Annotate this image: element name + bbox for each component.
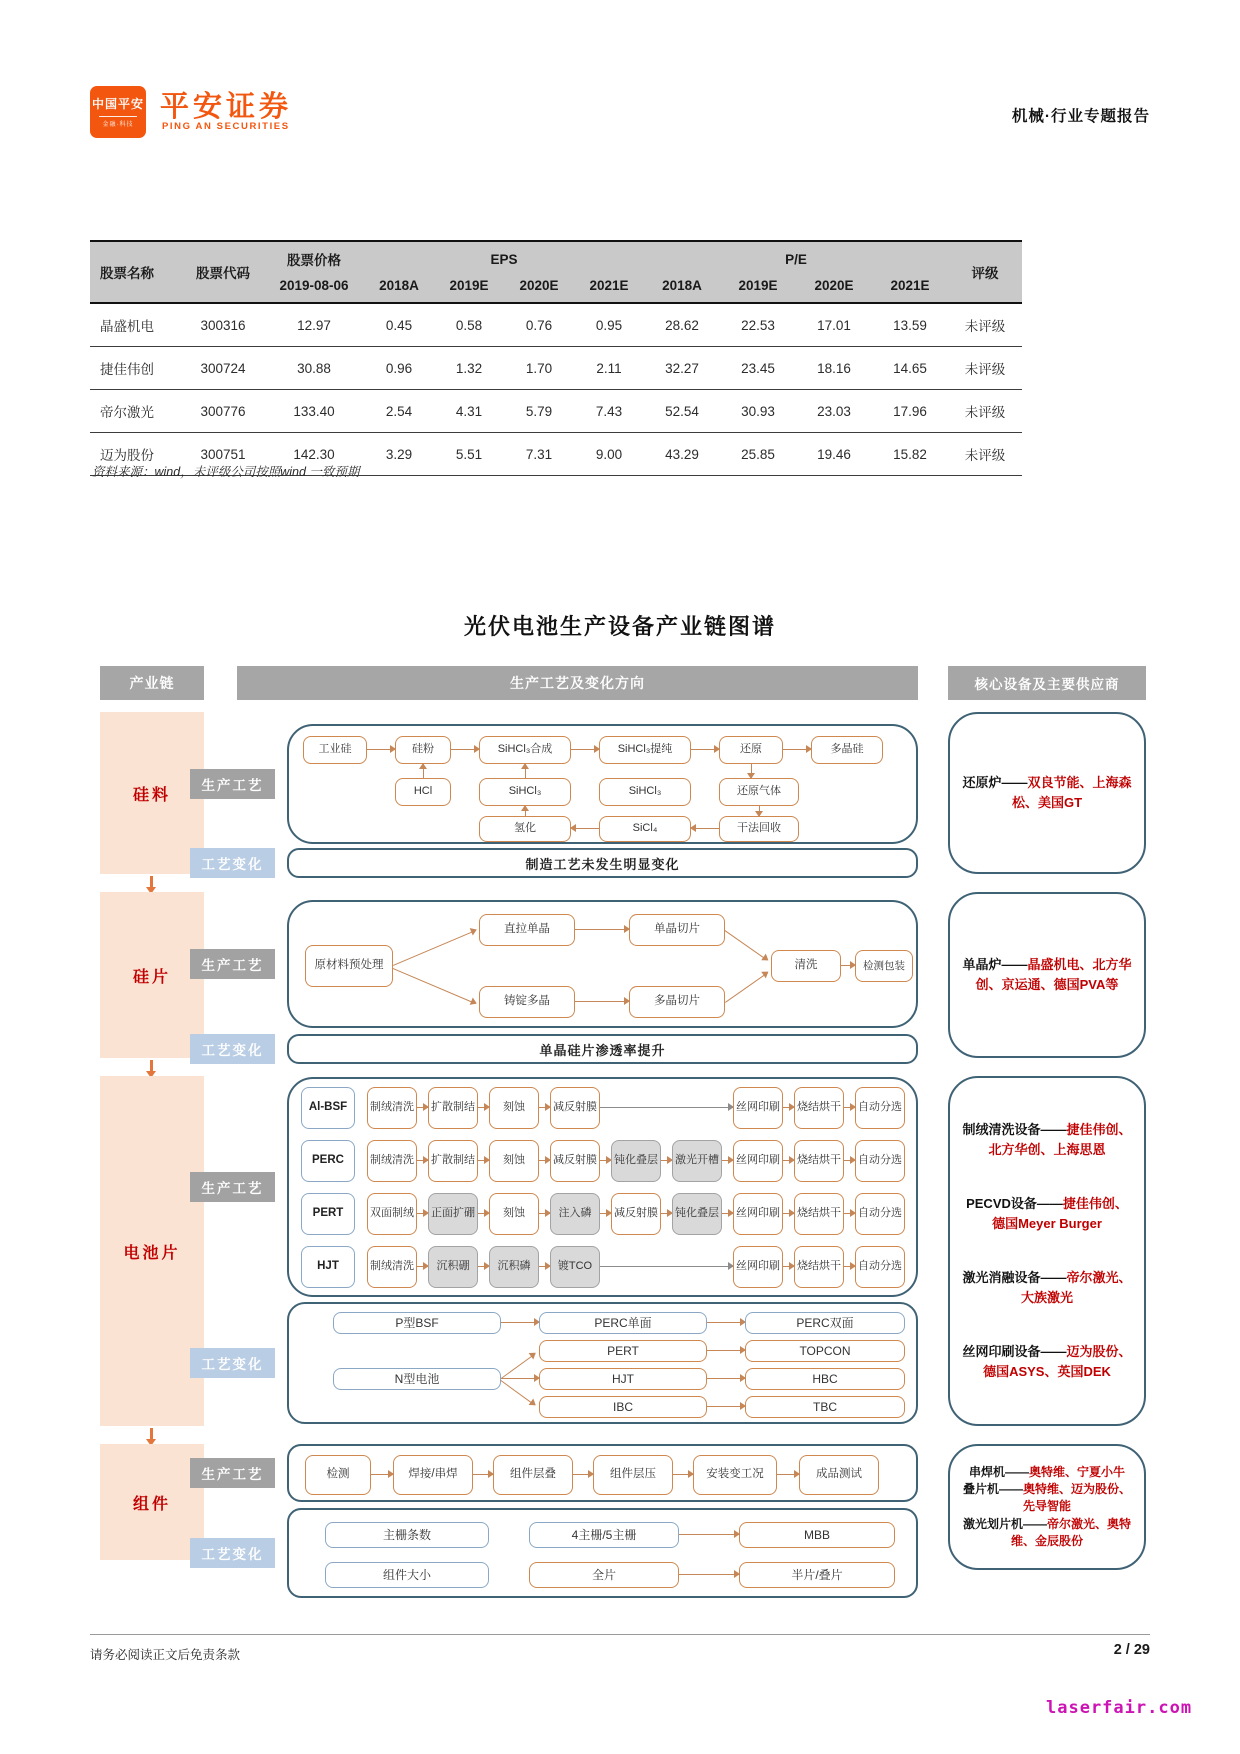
arrow-right-icon [679,1574,739,1575]
arrow-right-icon [451,749,479,750]
process-step: 丝网印刷 [733,1193,783,1235]
report-type: 机械·行业专题报告 [1011,108,1150,125]
process-step: 铸锭多晶 [479,986,575,1018]
equip-vendors: 帝尔激光、大族激光 [1020,1269,1132,1305]
page-number: 2 / 29 [1113,1642,1150,1658]
equip-panel-module [948,1444,1146,1570]
module-change-flow [287,1508,918,1598]
arrow-right-icon [600,1107,733,1108]
pe-value: 52.54 [644,390,720,433]
arrow-right-icon [600,1160,611,1161]
pe-value: 14.65 [872,347,948,390]
pe-value: 28.62 [644,303,720,347]
arrow-right-icon [777,1474,799,1475]
process-step: 自动分选 [855,1087,905,1129]
arrow-right-icon [707,1322,745,1323]
branch-arrow-icon [393,968,476,1004]
arrow-right-icon [501,1378,539,1379]
arrow-right-icon [371,1474,393,1475]
brand-name-en: PING AN SECURITIES [162,121,290,132]
process-step: 自动分选 [855,1193,905,1235]
pingan-logo [90,86,146,138]
tech-node: 主栅条数 [325,1522,489,1548]
process-step: 丝网印刷 [733,1246,783,1288]
process-step: 多晶切片 [629,986,725,1018]
watermark: laserfair.com [1046,1698,1193,1718]
process-step: 沉积磷 [489,1246,539,1288]
chain-wafer: 硅片 [100,892,204,1058]
eps-value: 7.43 [574,390,644,433]
process-step: 制绒清洗 [367,1087,417,1129]
process-step: 烧结烘干 [794,1140,844,1182]
col-header: 2019-08-06 [264,276,364,303]
equip-name: 还原炉—— [962,774,1028,790]
arrow-right-icon [661,1213,672,1214]
process-step: SiHCl₃提纯 [599,736,691,764]
equip-name: 制绒清洗设备—— [962,1121,1067,1137]
process-step: 自动分选 [855,1246,905,1288]
stock-name: 帝尔激光 [90,390,182,433]
arrow-right-icon [417,1160,428,1161]
silicon-process-flow [287,724,918,844]
arrow-right-icon [417,1266,428,1267]
tech-node: TBC [745,1396,905,1418]
stock-price: 142.30 [264,433,364,476]
arrow-left-icon [691,828,719,829]
equip-name: 单晶炉—— [962,956,1028,972]
merge-arrow-icon [725,972,768,1003]
process-step: 多晶硅 [811,736,883,764]
process-step: SiHCl₃合成 [479,736,571,764]
equip-vendors: 晶盛机电、北方华创、京运通、德国PVA等 [975,956,1132,992]
arrow-down-icon [150,876,153,888]
rating: 未评级 [948,303,1022,347]
equip-entry [962,1268,1132,1308]
stock-code: 300316 [182,303,264,347]
process-step: 制绒清洗 [367,1246,417,1288]
pe-value: 17.01 [796,303,872,347]
equip-entry [958,1516,1136,1551]
arrow-right-icon [575,929,629,930]
process-step: 干法回收 [719,816,799,842]
process-step: 扩散制结 [428,1087,478,1129]
arrow-right-icon [575,1001,629,1002]
process-step: SiHCl₃ [479,778,571,806]
equip-name: PECVD设备—— [966,1195,1063,1211]
equip-vendors: 捷佳伟创、德国Meyer Burger [992,1195,1128,1231]
process-step: 烧结烘干 [794,1193,844,1235]
arrow-right-icon [722,1213,733,1214]
process-step: 沉积硼 [428,1246,478,1288]
tech-node: P型BSF [333,1312,501,1334]
arrow-right-icon [478,1266,489,1267]
process-step: 工业硅 [303,736,367,764]
table-row [90,303,1022,347]
process-step: SiHCl₃ [599,778,691,806]
process-step: 激光开槽 [672,1140,722,1182]
col-header: 股票价格 [264,241,364,276]
rating: 未评级 [948,390,1022,433]
arrow-right-icon [501,1322,539,1323]
tech-node: TOPCON [745,1340,905,1362]
pe-value: 19.46 [796,433,872,476]
arrow-right-icon [417,1213,428,1214]
logo-subtext: 金融·科技 [102,122,134,128]
process-step: 还原 [719,736,783,764]
equip-name: 激光划片机—— [962,1516,1047,1531]
equip-entry [958,1481,1136,1516]
tech-node: HJT [539,1368,707,1390]
process-step: 制绒清洗 [367,1140,417,1182]
pe-value: 18.16 [796,347,872,390]
industry-chain-diagram [0,660,1240,1620]
equip-entry [962,1194,1132,1234]
equip-entry [962,1120,1132,1160]
equip-entry [962,955,1132,995]
process-step: 扩散制结 [428,1140,478,1182]
col-header: 2018A [644,276,720,303]
arrow-right-icon [571,749,599,750]
process-step: 减反射膜 [550,1140,600,1182]
footer-disclaimer: 请务必阅读正文后免责条款 [90,1648,241,1662]
process-step: 丝网印刷 [733,1087,783,1129]
branch-arrow-icon [500,1380,535,1405]
arrow-right-icon [673,1474,693,1475]
process-step: 焊接/串焊 [393,1455,473,1495]
arrow-right-icon [478,1160,489,1161]
footer-divider [90,1634,1150,1635]
process-step: 减反射膜 [611,1193,661,1235]
tech-node: PERC单面 [539,1312,707,1334]
process-step: 组件层叠 [493,1455,573,1495]
process-step: 镀TCO [550,1246,600,1288]
arrow-right-icon [707,1378,745,1379]
rating: 未评级 [948,347,1022,390]
col-header: 股票代码 [182,241,264,303]
arrow-right-icon [573,1474,593,1475]
eps-value: 2.11 [574,347,644,390]
silicon-change-note: 制造工艺未发生明显变化 [287,848,918,878]
process-step: 丝网印刷 [733,1140,783,1182]
pe-value: 25.85 [720,433,796,476]
table-row [90,390,1022,433]
arrow-up-icon [525,806,526,816]
process-step: 清洗 [771,950,841,982]
arrow-right-icon [417,1107,428,1108]
col-header: 2019E [720,276,796,303]
process-step: 还原气体 [719,778,799,806]
arrow-right-icon [661,1160,672,1161]
process-step: 刻蚀 [489,1193,539,1235]
eps-value: 0.45 [364,303,434,347]
arrow-down-icon [150,1428,153,1440]
process-step: 刻蚀 [489,1140,539,1182]
tech-node: HBC [745,1368,905,1390]
arrow-down-icon [150,1060,153,1072]
stock-table [90,240,1022,476]
equip-panel-silicon [948,712,1146,874]
equip-name: 丝网印刷设备—— [962,1343,1067,1359]
equip-entry [969,1464,1125,1481]
diagram-col-header-equip: 核心设备及主要供应商 [948,666,1146,700]
tech-node: PERC双面 [745,1312,905,1334]
arrow-right-icon [722,1160,733,1161]
label-process: 生产工艺 [190,1172,275,1202]
process-step: 检测包装 [855,950,913,982]
arrow-up-icon [423,764,424,778]
equip-vendors: 奥特维、宁夏小牛 [1029,1464,1126,1479]
cell-process-flow [287,1077,918,1297]
stock-price: 133.40 [264,390,364,433]
eps-value: 0.76 [504,303,574,347]
eps-value: 9.00 [574,433,644,476]
arrow-right-icon [844,1213,855,1214]
brand-name: 平安证券 [160,91,293,123]
eps-value: 0.58 [434,303,504,347]
process-step: 注入磷 [550,1193,600,1235]
wafer-process-flow [287,900,918,1028]
diagram-col-header-chain: 产业链 [100,666,204,700]
cell-route-label: HJT [301,1246,355,1288]
eps-value: 4.31 [434,390,504,433]
stock-name: 迈为股份 [90,433,182,476]
branch-arrow-icon [393,930,476,966]
arrow-right-icon [679,1534,739,1535]
stock-code: 300776 [182,390,264,433]
process-step: 减反射膜 [550,1087,600,1129]
arrow-right-icon [600,1266,733,1267]
col-header: 2020E [796,276,872,303]
logo-text: 中国平安 [91,97,144,111]
equip-entry [962,1342,1132,1382]
label-process: 生产工艺 [190,1458,275,1488]
process-step: 硅粉 [395,736,451,764]
equip-vendors: 捷佳伟创、北方华创、上海思恩 [988,1121,1132,1157]
col-header: 2019E [434,276,504,303]
logo-divider [99,116,137,117]
equip-vendors: 迈为股份、德国ASYS、英国DEK [983,1343,1132,1380]
tech-node: 组件大小 [325,1562,489,1588]
process-step: HCl [395,778,451,806]
cell-route-label: Al-BSF [301,1087,355,1129]
label-change: 工艺变化 [190,1538,275,1568]
table-header-row [90,241,1022,276]
tech-node: MBB [739,1522,895,1548]
pe-value: 17.96 [872,390,948,433]
process-step: 钝化叠层 [611,1140,661,1182]
stock-code: 300751 [182,433,264,476]
eps-value: 5.79 [504,390,574,433]
process-step: 组件层压 [593,1455,673,1495]
arrow-right-icon [783,1107,794,1108]
pe-value: 13.59 [872,303,948,347]
pe-value: 43.29 [644,433,720,476]
col-header: 2020E [504,276,574,303]
pe-value: 30.93 [720,390,796,433]
equip-panel-cell [948,1076,1146,1426]
col-header: 2018A [364,276,434,303]
col-header: EPS [364,241,644,276]
arrow-right-icon [707,1406,745,1407]
pe-value: 32.27 [644,347,720,390]
tech-node: 半片/叠片 [739,1562,895,1588]
tech-node: IBC [539,1396,707,1418]
arrow-right-icon [691,749,719,750]
arrow-right-icon [707,1350,745,1351]
equip-entry [962,773,1132,813]
tech-node: N型电池 [333,1368,501,1390]
arrow-right-icon [539,1213,550,1214]
arrow-right-icon [473,1474,493,1475]
cell-change-flow [287,1302,918,1424]
eps-value: 0.96 [364,347,434,390]
eps-value: 3.29 [364,433,434,476]
arrow-left-icon [571,828,599,829]
chain-silicon: 硅料 [100,712,204,874]
col-header: P/E [644,241,948,276]
arrow-right-icon [367,749,395,750]
source-note: 资料来源：wind，未评级公司按照wind 一致预期 [92,465,360,479]
label-change: 工艺变化 [190,1034,275,1064]
arrow-right-icon [844,1160,855,1161]
wafer-change-note: 单晶硅片渗透率提升 [287,1034,918,1064]
equip-vendors: 奥特维、迈为股份、先导智能 [1022,1481,1132,1514]
label-process: 生产工艺 [190,949,275,979]
arrow-up-icon [525,764,526,778]
pe-value: 23.03 [796,390,872,433]
tech-node: PERT [539,1340,707,1362]
equip-panel-wafer [948,892,1146,1058]
arrow-right-icon [478,1213,489,1214]
tech-node: 4主栅/5主栅 [529,1522,679,1548]
chain-module: 组件 [100,1444,204,1560]
arrow-right-icon [783,1213,794,1214]
arrow-right-icon [539,1160,550,1161]
label-change: 工艺变化 [190,848,275,878]
arrow-right-icon [783,749,811,750]
process-step: 安装变工况 [693,1455,777,1495]
eps-value: 2.54 [364,390,434,433]
equip-vendors: 双良节能、上海森松、美国GT [1011,774,1132,810]
merge-arrow-icon [724,930,767,961]
eps-value: 5.51 [434,433,504,476]
rating: 未评级 [948,433,1022,476]
arrow-right-icon [478,1107,489,1108]
eps-value: 7.31 [504,433,574,476]
col-header: 2021E [574,276,644,303]
equip-vendors: 帝尔激光、奥特维、金辰股份 [1010,1516,1132,1549]
process-step: 成品测试 [799,1455,879,1495]
eps-value: 1.32 [434,347,504,390]
stock-name: 晶盛机电 [90,303,182,347]
stock-code: 300724 [182,347,264,390]
equip-name: 叠片机—— [962,1481,1023,1496]
diagram-col-header-process: 生产工艺及变化方向 [237,666,918,700]
pe-value: 22.53 [720,303,796,347]
cell-route-label: PERC [301,1140,355,1182]
arrow-right-icon [783,1160,794,1161]
pe-value: 23.45 [720,347,796,390]
process-step: 双面制绒 [367,1193,417,1235]
process-step: 氢化 [479,816,571,842]
arrow-right-icon [539,1266,550,1267]
equip-name: 激光消融设备—— [962,1269,1067,1285]
label-change: 工艺变化 [190,1348,275,1378]
process-step: 直拉单晶 [479,914,575,946]
col-header: 股票名称 [90,241,182,303]
module-process-flow [287,1444,918,1502]
arrow-right-icon [783,1266,794,1267]
arrow-right-icon [600,1213,611,1214]
cell-route-label: PERT [301,1193,355,1235]
process-step: 烧结烘干 [794,1246,844,1288]
arrow-right-icon [539,1107,550,1108]
process-step: 检测 [305,1455,371,1495]
col-header: 评级 [948,241,1022,303]
branch-arrow-icon [501,1353,536,1378]
stock-name: 捷佳伟创 [90,347,182,390]
col-header: 2021E [872,276,948,303]
process-step: SiCl₄ [599,816,691,842]
process-step: 单晶切片 [629,914,725,946]
process-step: 自动分选 [855,1140,905,1182]
arrow-down-icon [759,806,760,816]
stock-price: 30.88 [264,347,364,390]
stock-price: 12.97 [264,303,364,347]
chain-cell: 电池片 [100,1076,204,1426]
process-step: 正面扩硼 [428,1193,478,1235]
eps-value: 0.95 [574,303,644,347]
process-step: 刻蚀 [489,1087,539,1129]
arrow-right-icon [844,1266,855,1267]
eps-value: 1.70 [504,347,574,390]
figure-title: 光伏电池生产设备产业链图谱 [463,614,776,639]
process-step: 烧结烘干 [794,1087,844,1129]
arrow-right-icon [844,1107,855,1108]
label-process: 生产工艺 [190,769,275,799]
arrow-down-icon [751,764,752,778]
table-row [90,347,1022,390]
arrow-right-icon [841,965,855,966]
process-step: 钝化叠层 [672,1193,722,1235]
equip-name: 串焊机—— [968,1464,1029,1479]
pe-value: 15.82 [872,433,948,476]
tech-node: 全片 [529,1562,679,1588]
process-step: 原材料预处理 [305,945,393,987]
